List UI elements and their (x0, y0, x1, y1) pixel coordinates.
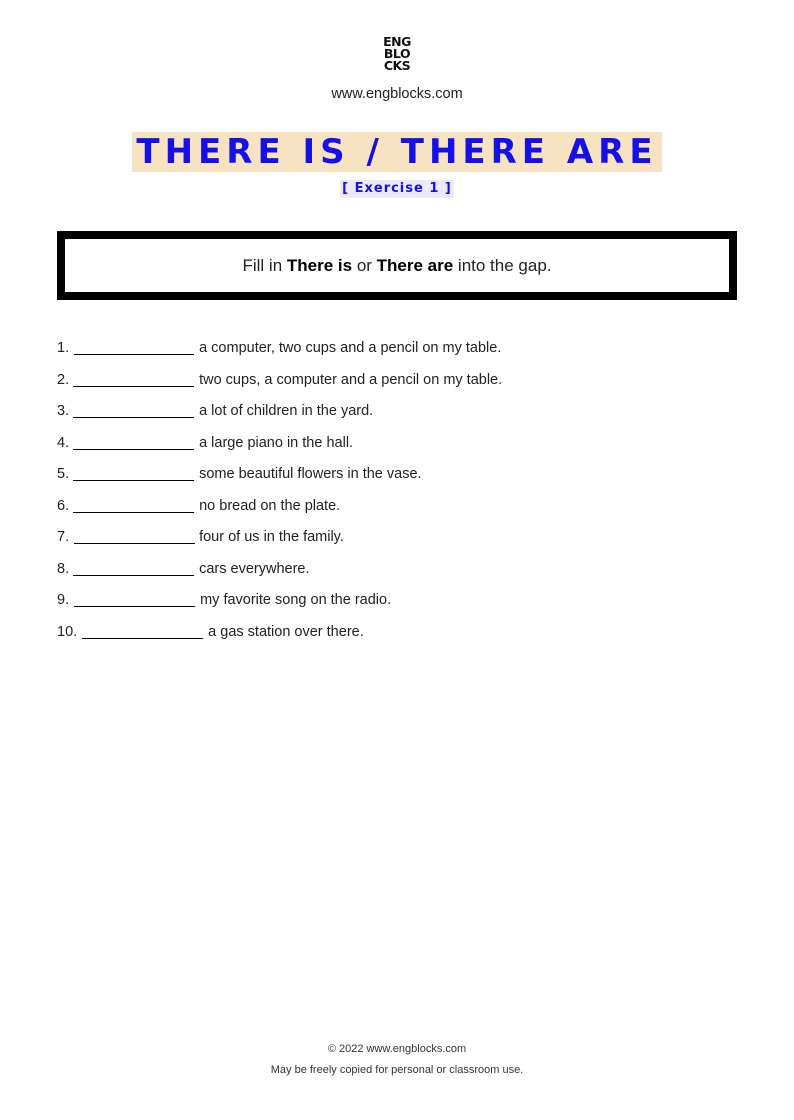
option-there-is: There is (286, 255, 353, 275)
answer-blank[interactable] (74, 338, 194, 355)
answer-blank[interactable] (73, 433, 194, 450)
exercise-list (57, 338, 737, 653)
item-text: my favorite song on the radio. (200, 592, 392, 608)
item-number: 4. (57, 434, 70, 451)
logo-line: CKS (383, 58, 411, 73)
answer-blank[interactable] (73, 559, 194, 576)
item-number: 3. (57, 403, 70, 419)
exercise-item (57, 401, 737, 433)
item-text: two cups, a computer and a pencil on my table. (199, 371, 503, 388)
answer-blank[interactable] (73, 496, 194, 513)
item-number: 8. (57, 560, 70, 577)
item-number: 5. (57, 466, 70, 482)
item-text: a lot of children in the yard. (199, 403, 374, 419)
exercise-item (57, 370, 737, 402)
instruction-text (242, 256, 551, 276)
exercise-item (57, 496, 737, 528)
item-text: some beautiful flowers in the vase. (199, 466, 422, 482)
item-number: 9. (57, 592, 70, 608)
answer-blank[interactable] (73, 401, 194, 418)
item-number: 7. (57, 529, 70, 545)
item-text: a large piano in the hall. (199, 434, 354, 451)
exercise-item (57, 527, 737, 559)
instruction-prefix: Fill in (242, 255, 287, 275)
answer-blank[interactable] (74, 527, 195, 544)
item-text: a computer, two cups and a pencil on my table. (199, 340, 502, 356)
exercise-item (57, 622, 737, 654)
option-there-are: There are (376, 255, 454, 275)
logo-line: BLO (383, 46, 411, 61)
answer-blank[interactable] (82, 622, 203, 639)
exercise-item (57, 464, 737, 496)
instruction-box (57, 231, 737, 300)
exercise-item (57, 433, 737, 465)
exercise-label: [ Exercise 1 ] (342, 181, 452, 196)
answer-blank[interactable] (73, 464, 194, 481)
exercise-item (57, 338, 737, 370)
item-number: 6. (57, 497, 70, 514)
item-text: a gas station over there. (208, 623, 364, 640)
worksheet-title: THERE IS / THERE ARE (132, 132, 661, 172)
item-text: cars everywhere. (199, 560, 310, 577)
answer-blank[interactable] (73, 370, 194, 387)
item-number: 1. (57, 340, 70, 356)
instruction-middle: or (352, 255, 377, 275)
footer-copyright: © 2022 www.engblocks.com (327, 1043, 467, 1055)
engblocks-logo (0, 36, 794, 72)
site-url: www.engblocks.com (331, 86, 463, 102)
instruction-suffix: into the gap. (453, 255, 552, 275)
logo-line: ENG (383, 34, 411, 49)
exercise-item (57, 590, 737, 622)
item-number: 2. (57, 371, 70, 388)
item-text: four of us in the family. (199, 529, 344, 545)
item-number: 10. (57, 623, 78, 640)
answer-blank[interactable] (74, 590, 195, 607)
footer-usage-note: May be freely copied for personal or classroom use. (270, 1064, 524, 1076)
exercise-item (57, 559, 737, 591)
item-text: no bread on the plate. (199, 497, 341, 514)
